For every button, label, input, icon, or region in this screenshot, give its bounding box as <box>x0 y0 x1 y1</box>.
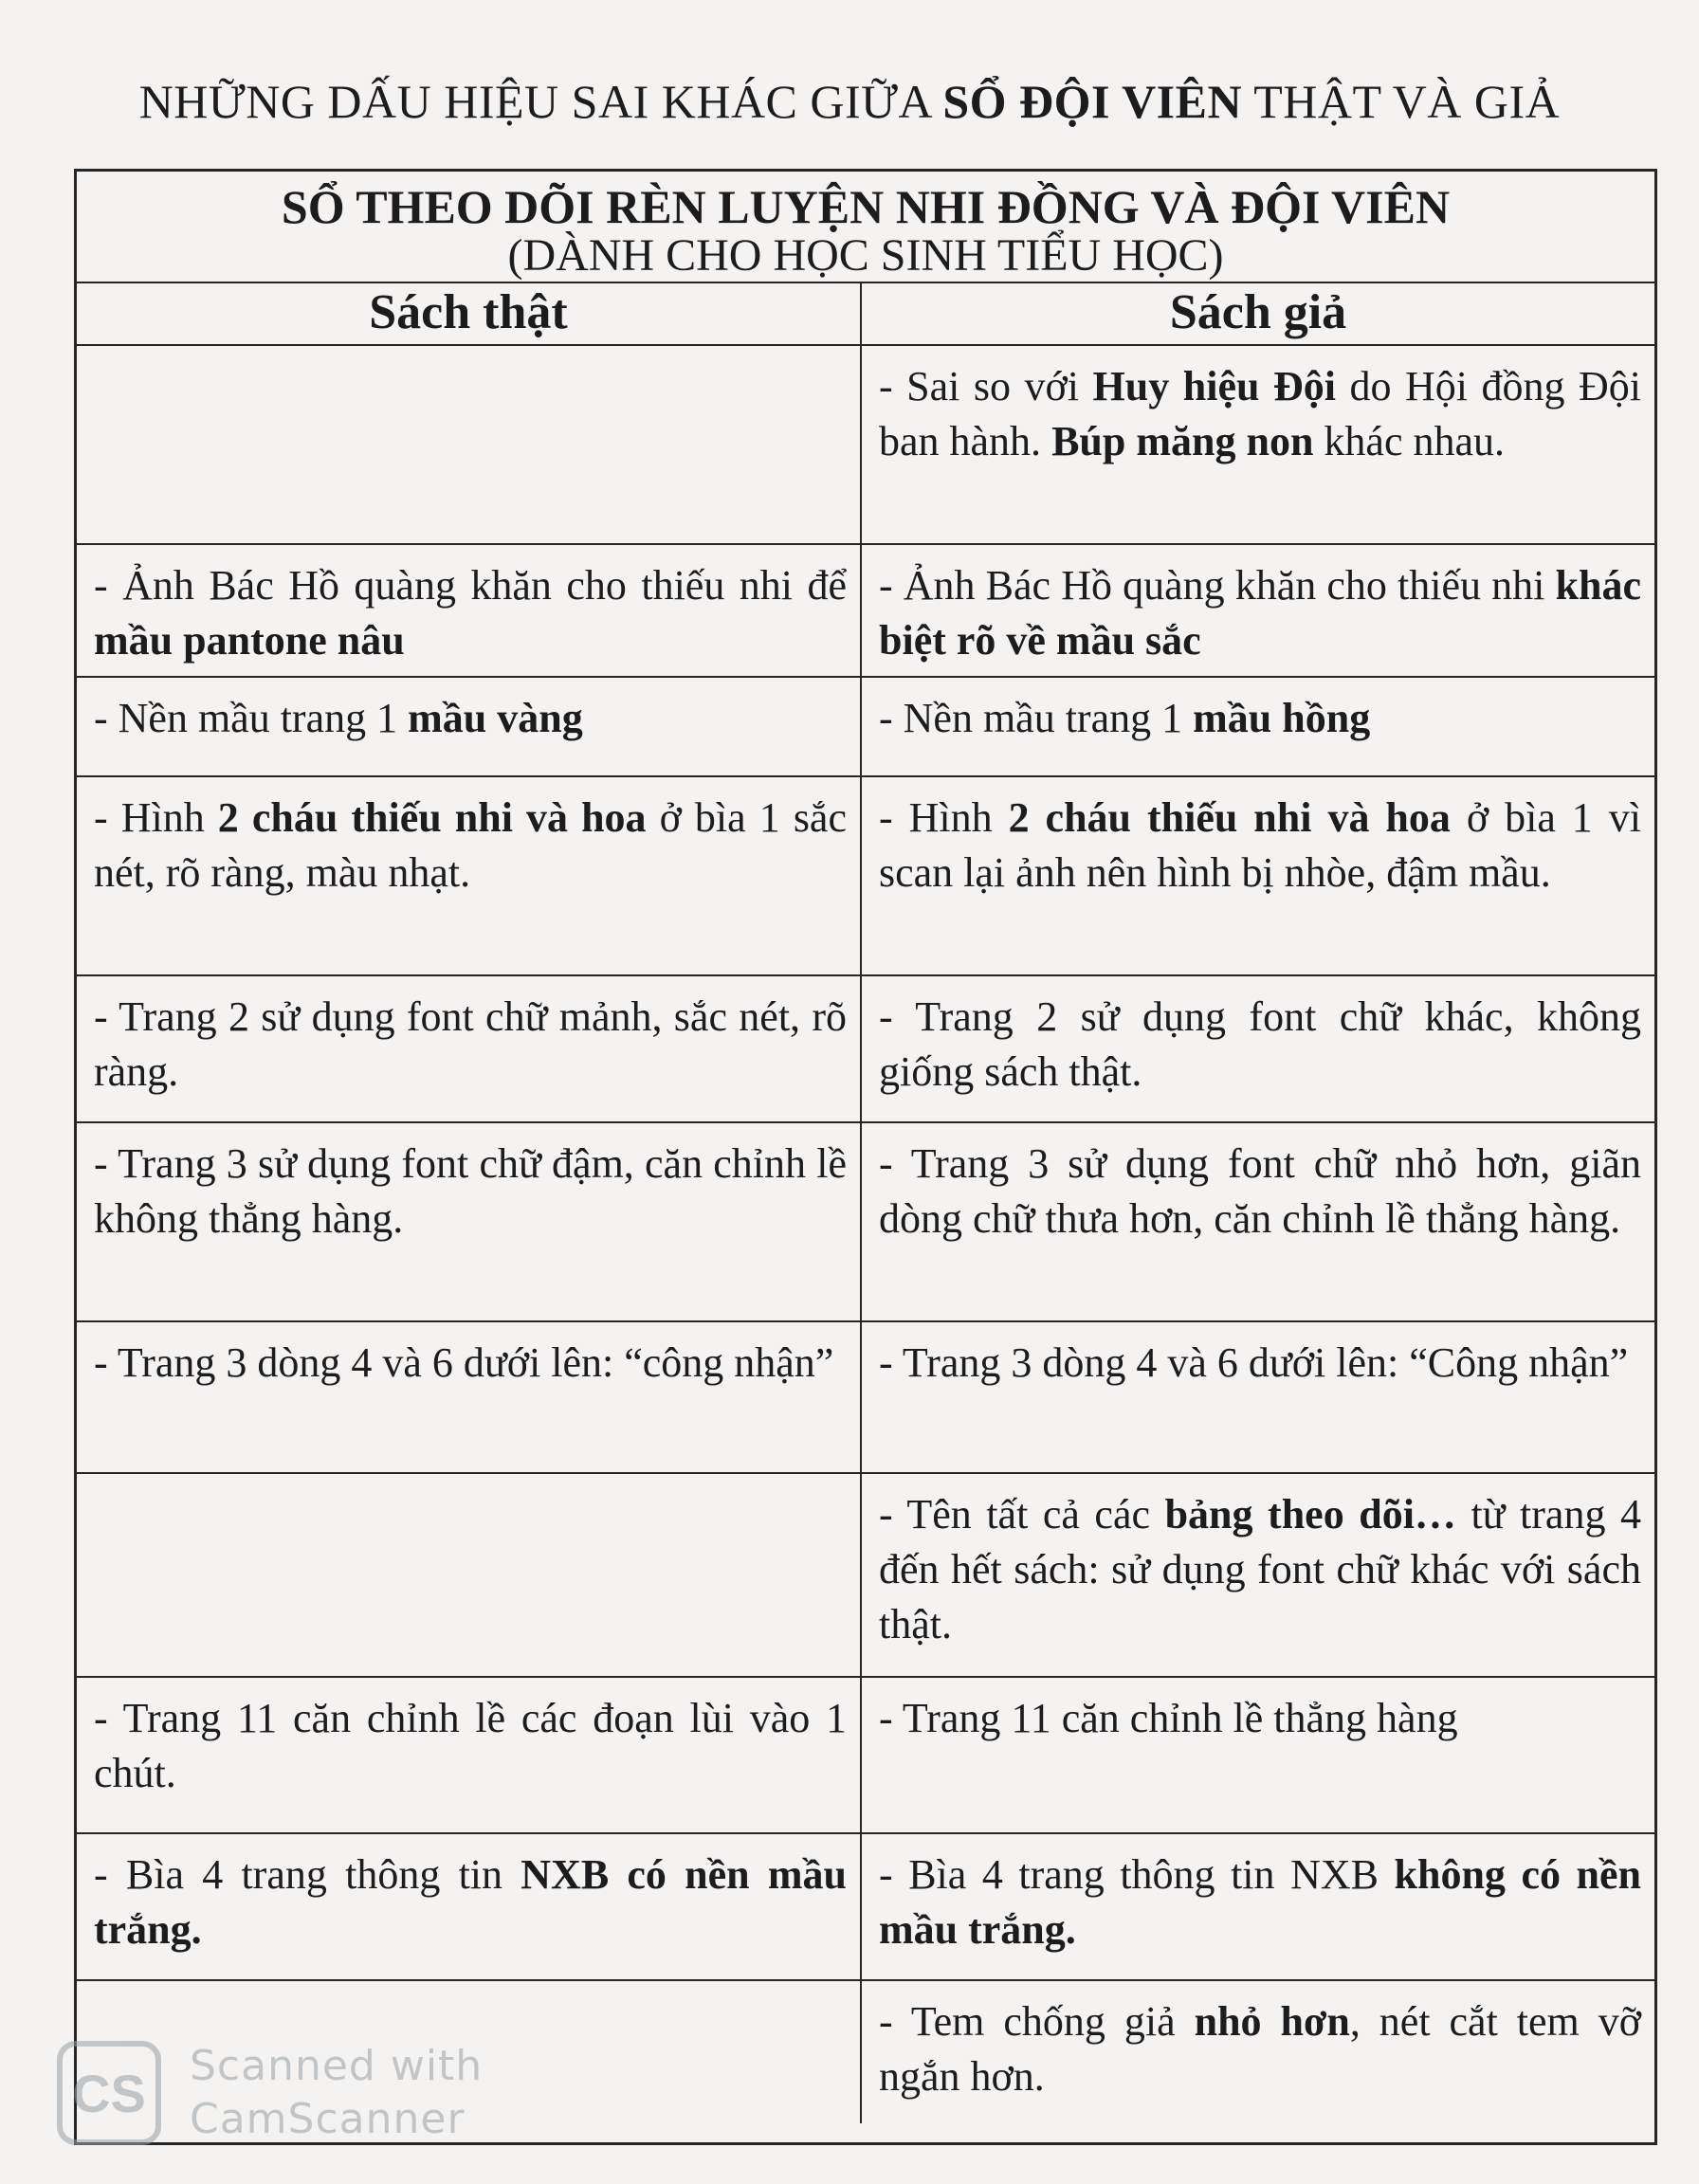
text-segment: - Trang 3 sử dụng font chữ nhỏ hơn, giãn dòng chữ thưa hơn, căn chỉnh lề thẳng hàng. <box>879 1140 1641 1242</box>
cell-real-book <box>77 1123 862 1320</box>
text-segment: ở bìa 1 sắc nét, rõ ràng, màu nhạt. <box>94 794 847 896</box>
text-segment: - Trang 3 sử dụng font chữ đậm, căn chỉnh lề không thẳng hàng. <box>94 1140 847 1242</box>
text-emphasis: bảng theo dõi… <box>1164 1491 1456 1538</box>
camscanner-watermark <box>57 2040 483 2146</box>
column-header-fake: Sách giả <box>1169 285 1347 339</box>
text-emphasis: khác biệt rõ về mầu sắc <box>879 562 1641 664</box>
text-segment: - Tem chống giả <box>879 1998 1195 2045</box>
cell-real-book <box>77 678 862 775</box>
watermark-line2: CamScanner <box>190 2095 466 2143</box>
text-emphasis: Huy hiệu Đội <box>1092 363 1336 410</box>
cell-fake-book <box>862 1123 1654 1320</box>
text-segment: khác nhau. <box>1313 418 1506 464</box>
text-segment: - Trang 3 dòng 4 và 6 dưới lên: “Công nhận” <box>879 1339 1629 1386</box>
text-segment: - Nền mầu trang 1 <box>879 695 1194 741</box>
text-segment: - Tên tất cả các <box>879 1491 1165 1538</box>
table-subtitle: (DÀNH CHO HỌC SINH TIỂU HỌC) <box>507 230 1224 281</box>
watermark-text <box>190 2040 483 2146</box>
text-emphasis: 2 cháu thiếu nhi và hoa <box>1008 794 1451 841</box>
text-segment: - Nền mầu trang 1 <box>94 695 409 741</box>
cell-fake-book <box>862 1678 1654 1832</box>
cell-fake-book <box>862 678 1654 775</box>
cell-real-book <box>77 346 862 543</box>
cell-real-book <box>77 1474 862 1676</box>
text-segment: - Trang 2 sử dụng font chữ mảnh, sắc nét, rõ ràng. <box>94 993 847 1095</box>
text-segment: - Hình <box>879 794 1009 841</box>
text-segment: - Hình <box>94 794 218 841</box>
text-emphasis: mầu vàng <box>408 695 583 741</box>
column-headers <box>77 283 1654 346</box>
text-segment: - Trang 11 căn chỉnh lề thẳng hàng <box>879 1695 1458 1741</box>
text-emphasis: Búp măng non <box>1051 418 1314 464</box>
text-segment: do Hội đồng Đội ban hành. <box>879 363 1642 464</box>
text-segment: từ trang 4 đến hết sách: sử dụng font chữ khác với sách thật. <box>879 1491 1641 1647</box>
page-title: NHỮNG DẤU HIỆU SAI KHÁC GIỮA SỔ ĐỘI VIÊN THẬT VÀ GIẢ <box>138 75 1561 128</box>
cell-fake-book <box>862 777 1654 974</box>
text-segment: - Ảnh Bác Hồ quàng khăn cho thiếu nhi <box>879 562 1556 609</box>
text-segment: ở bìa 1 vì scan lại ảnh nên hình bị nhòe, đậm mầu. <box>879 794 1642 896</box>
watermark-line1: Scanned with <box>190 2042 484 2090</box>
table-row <box>77 1123 1654 1322</box>
cell-fake-book <box>862 976 1654 1121</box>
table-row <box>77 346 1654 545</box>
table-title: SỔ THEO DÕI RÈN LUYỆN NHI ĐỒNG VÀ ĐỘI VIÊN <box>281 180 1451 233</box>
column-header-real: Sách thật <box>77 283 862 344</box>
text-segment: - Sai so với <box>879 363 1093 410</box>
cell-real-book <box>77 976 862 1121</box>
text-segment: - Trang 11 căn chỉnh lề các đoạn lùi vào 1 chút. <box>94 1695 847 1796</box>
table-row <box>77 545 1654 678</box>
cell-real-book <box>77 1678 862 1832</box>
text-emphasis: mầu pantone nâu <box>94 617 405 664</box>
text-segment: - Bìa 4 trang thông tin NXB <box>879 1851 1395 1898</box>
text-segment: - Trang 2 sử dụng font chữ khác, không giống sách thật. <box>879 993 1641 1095</box>
table-row <box>77 1474 1654 1678</box>
cell-fake-book <box>862 346 1654 543</box>
text-segment: - Ảnh Bác Hồ quàng khăn cho thiếu nhi để <box>94 562 847 609</box>
cell-fake-book <box>862 545 1654 676</box>
comparison-table <box>74 169 1657 2145</box>
text-segment: - Bìa 4 trang thông tin <box>94 1851 521 1898</box>
text-emphasis: không có nền mầu trắng. <box>879 1851 1641 1953</box>
cell-fake-book <box>862 1322 1654 1472</box>
cell-real-book <box>77 777 862 974</box>
table-header <box>77 172 1654 283</box>
table-row <box>77 678 1654 777</box>
table-body <box>77 346 1654 2123</box>
cell-fake-book <box>862 1834 1654 1979</box>
text-emphasis: NXB có nền mầu trắng. <box>94 1851 847 1953</box>
text-emphasis: 2 cháu thiếu nhi và hoa <box>217 794 647 841</box>
table-row <box>77 1834 1654 1981</box>
cell-real-book <box>77 1322 862 1472</box>
text-segment: , nét cắt tem vỡ ngắn hơn. <box>879 1998 1641 2100</box>
table-row <box>77 1678 1654 1834</box>
table-row <box>77 1322 1654 1474</box>
cell-real-book <box>77 1834 862 1979</box>
table-row <box>77 976 1654 1123</box>
text-emphasis: nhỏ hơn <box>1194 1998 1350 2045</box>
text-segment: - Trang 3 dòng 4 và 6 dưới lên: “công nhận” <box>94 1339 834 1386</box>
table-row <box>77 777 1654 976</box>
cell-fake-book <box>862 1981 1654 2123</box>
cell-fake-book <box>862 1474 1654 1676</box>
cell-real-book <box>77 545 862 676</box>
camscanner-logo-icon: CS <box>57 2041 161 2145</box>
text-emphasis: mầu hồng <box>1193 695 1371 741</box>
